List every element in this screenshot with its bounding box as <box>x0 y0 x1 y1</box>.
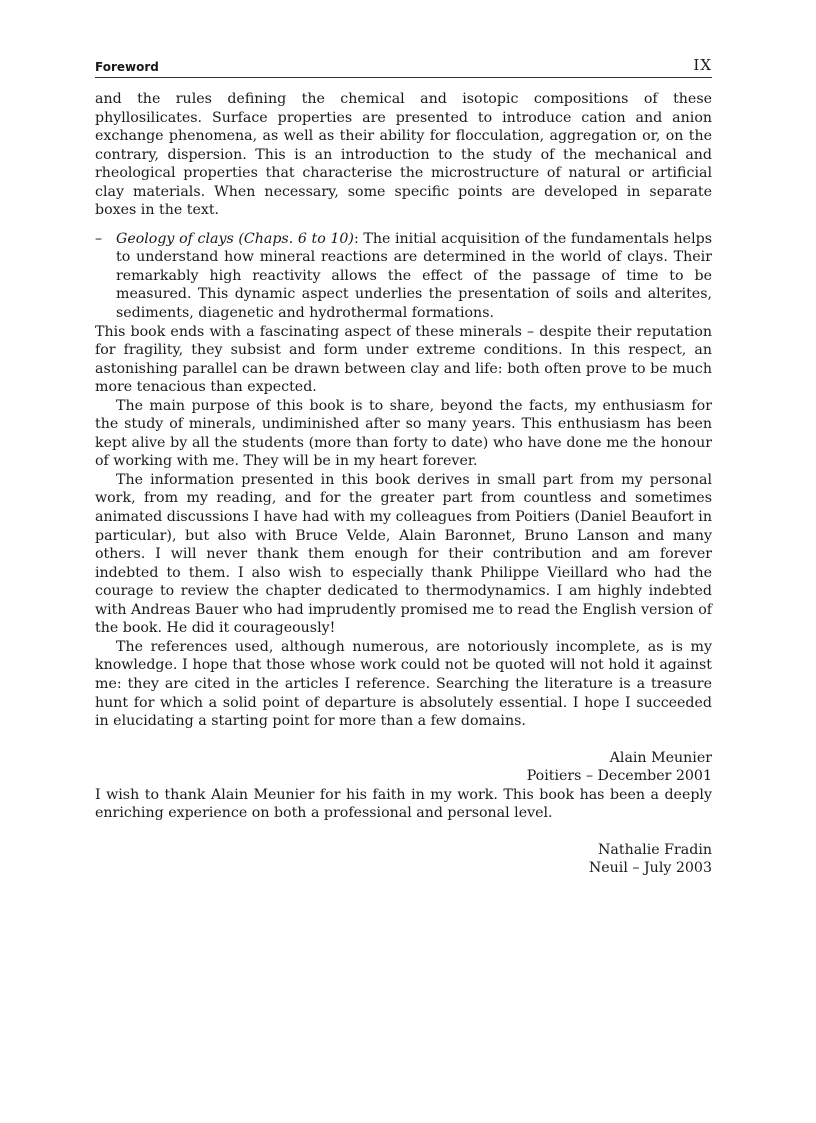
signature-place-date: Neuil – July 2003 <box>588 860 712 877</box>
paragraph-4: The references used, although numerous, are notoriously incomplete, as is my knowledge. I hope that those whose work could not be quoted will not hold it against me: they are cited in the articles I reference. Searching the literature is a treasure hunt for which a solid point of departure is absolutely essential. I hope I succeeded in elucidating a starting point for more than a few domains. <box>95 638 712 730</box>
continued-list-paragraph: and the rules defining the chemical and isotopic compositions of these phyllosilicates. Surface properties are presented to introduce cation and anion exchange phenomena, as well as their ability for flocculation, aggregation or, on the contrary, dispersion. This is an introduction to the study of the mechanical and rheological properties that characterise the microstructure of natural or artificial clay materials. When necessary, some specific points are developed in separate boxes in the text. <box>95 91 712 219</box>
list-dash: – <box>95 230 103 247</box>
page-number: IX <box>693 56 712 74</box>
signature-place-date: Poitiers – December 2001 <box>526 768 712 785</box>
signature-name: Nathalie Fradin <box>598 841 712 858</box>
signature-meunier <box>95 749 712 786</box>
book-page <box>95 54 712 878</box>
page-body <box>95 90 712 878</box>
list-item-title: Geology of clays (Chaps. 6 to 10) <box>116 230 354 247</box>
signature-name: Alain Meunier <box>609 749 712 766</box>
signature-fradin <box>95 841 712 878</box>
running-header <box>95 54 712 78</box>
running-title: Foreword <box>95 60 159 74</box>
paragraph-3: The information presented in this book derives in small part from my personal work, from my reading, and for the greater part from countless and sometimes animated discussions I have had with my colleagues from Poitiers (Daniel Beaufort in particular), but also with Bruce Velde, Alain Baronnet, Bruno Lanson and many others. I will never thank them enough for their contribution and am forever indebted to them. I also wish to especially thank Philippe Vieillard who had the courage to review the chapter dedicated to thermodynamics. I am highly indebted with Andreas Bauer who had imprudently promised me to read the English version of the book. He did it courageously! <box>95 471 712 637</box>
paragraph-2: The main purpose of this book is to share, beyond the facts, my enthusiasm for the study of minerals, undiminished after so many years. This enthusiasm has been kept alive by all the students (more than forty to date) who have done me the honour of working with me. They will be in my heart forever. <box>95 397 712 470</box>
paragraph-1: This book ends with a fascinating aspect of these minerals – despite their reputation for fragility, they subsist and form under extreme conditions. In this respect, an astonishing parallel can be drawn between clay and life: both often prove to be much more tenacious than expected. <box>95 323 712 396</box>
list-item-geology <box>95 230 712 323</box>
acknowledgement-note: I wish to thank Alain Meunier for his faith in my work. This book has been a deeply enriching experience on both a professional and personal level. <box>95 786 712 822</box>
list-item-text: : The initial acquisition of the fundamentals helps to understand how mineral reactions are determined in the world of clays. Their remarkably high reactivity allows the effect of the passage of time to be measured. This dynamic aspect underlies the presentation of soils and alterites, sediments, diagenetic and hydrothermal formations. <box>116 230 712 322</box>
